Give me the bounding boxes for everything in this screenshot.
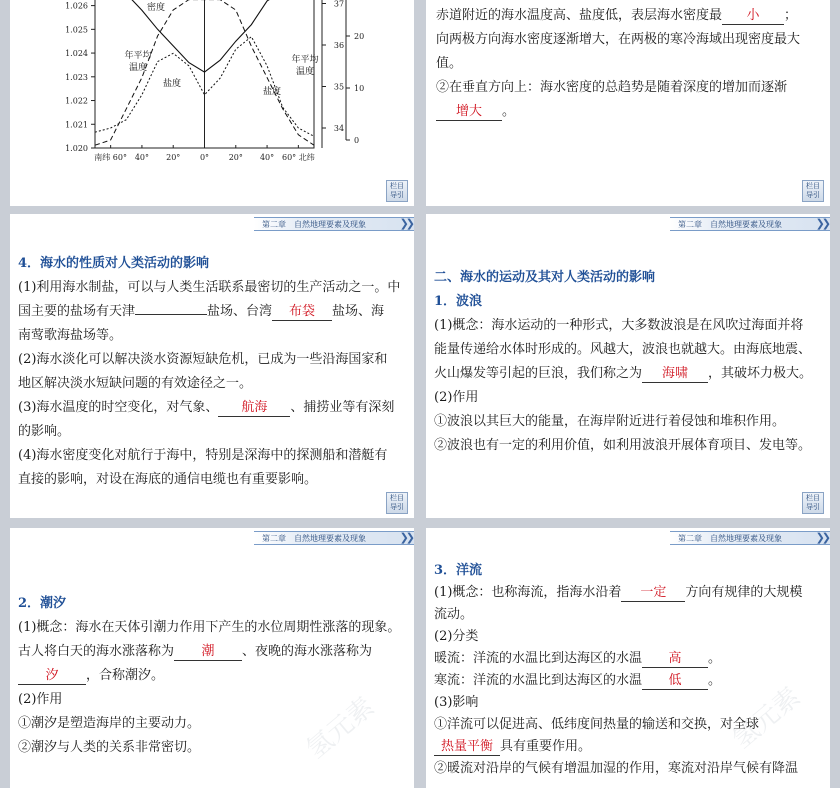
right-tick-label: 0 <box>354 136 360 145</box>
nav-guide-button[interactable]: 栏目 导引 <box>386 180 408 202</box>
chevron-right-icon: ❯❯ <box>399 531 412 544</box>
chevron-right-icon: ❯❯ <box>815 531 828 544</box>
watermark: 氢元素 <box>727 681 807 755</box>
answer-blank: 热量平衡 <box>434 739 500 756</box>
nav-guide-button[interactable]: 栏目 导引 <box>386 492 408 514</box>
x-tick-label: 60° 北纬 <box>281 153 315 162</box>
temperature-label-left: 温度 <box>128 63 148 73</box>
right-tick-label: 36 <box>333 41 345 50</box>
answer-blank: 布袋 <box>272 304 332 321</box>
right-tick-label: 35 <box>333 82 345 92</box>
tides-text: 2．潮汐 (1)概念：海水在天体引潮力作用下产生的水位周期性涨落的现象。 古人将白天的海水涨落称为 潮 、夜晚的海水涨落称为 汐 ，合称潮汐。 (2)作用 ①潮汐是塑造海岸的主要动力。 ②潮汐与人类的关系非常密切。 <box>18 592 412 760</box>
chapter-ribbon: 第二章 自然地理要素及现象 ❯❯ <box>254 217 414 231</box>
right-tick-label: 34 <box>333 124 345 133</box>
nav-guide-button[interactable]: 栏目 导引 <box>802 492 824 514</box>
slide-ocean-currents <box>426 528 830 788</box>
left-tick-label: 1.026 <box>65 1 88 11</box>
chevron-right-icon: ❯❯ <box>399 217 412 230</box>
density-temperature-salinity-chart <box>10 0 414 206</box>
density-text: 赤道附近的海水温度高、盐度低，表层海水密度最 小 ； 向两极方向海水密度逐渐增大，在两极的寒冷海域出现密度最大 值。 ②在垂直方向上：海水密度的总趋势是随着深度的增加而逐渐 增大 。 <box>436 8 801 119</box>
x-tick-label: 南纬 60° <box>94 153 128 162</box>
x-tick-label: 0° <box>199 153 210 162</box>
chapter-ribbon: 第二章 自然地理要素及现象 ❯❯ <box>254 531 414 545</box>
slide-waves <box>426 214 830 518</box>
right-tick-label: 37 <box>333 0 345 9</box>
human-activities-text: 4．海水的性质对人类活动的影响 (1)利用海水制盐，可以与人类生活联系最密切的生产活动之一。中 国主要的盐场有天津 盐场、台湾 布袋 盐场、海 南莺歌海盐场等。 (2)海水淡化可以解决淡水资源短缺危机，已成为一些沿海国家和 地区解决淡水短缺问题的有效途径之一。 (3)海水温度的时空变化，对气象、 航海 、捕捞业等有深刻 的影响。 (4)海水密度变化对航行于海中，特别是深海中的探测船和潜艇有 直接的影响，对设在海底的通信电缆也有重要影响。 <box>18 252 412 492</box>
salinity-label-right: 盐度 <box>262 87 282 97</box>
left-tick-label: 1.021 <box>65 120 88 130</box>
temperature-label-right: 温度 <box>295 67 315 77</box>
x-tick-label: 20° <box>228 153 243 162</box>
salinity-label-left: 盐度 <box>162 79 182 89</box>
temperature-label-left: 年平均 <box>124 51 152 61</box>
left-tick-label: 1.024 <box>65 49 88 59</box>
chevron-right-icon: ❯❯ <box>815 217 828 230</box>
left-tick-label: 1.022 <box>65 96 88 106</box>
answer-blank: 一定 <box>621 585 685 602</box>
right-tick-label: 10 <box>354 84 365 93</box>
slide-density-chart <box>10 0 414 206</box>
right-tick-label: 20 <box>354 32 365 41</box>
answer-blank: 潮 <box>174 644 242 661</box>
temperature-label-right: 年平均 <box>291 55 319 65</box>
left-tick-label: 1.020 <box>65 144 88 153</box>
answer-blank: 增大 <box>436 104 502 121</box>
answer-blank: 高 <box>642 651 708 668</box>
section-heading: 4．海水的性质对人类活动的影响 <box>18 256 210 271</box>
left-tick-label: 1.023 <box>65 72 88 82</box>
answer-blank: 航海 <box>218 400 290 417</box>
chapter-ribbon: 第二章 自然地理要素及现象 ❯❯ <box>670 217 830 231</box>
x-tick-label: 40° <box>259 153 275 162</box>
density-label: 密度 <box>146 3 166 13</box>
watermark: 氢元素 <box>301 691 381 765</box>
section-heading: 二、海水的运动及其对人类活动的影响 <box>434 270 656 285</box>
x-tick-label: 20° <box>166 153 181 162</box>
waves-text: 二、海水的运动及其对人类活动的影响 1．波浪 (1)概念：海水运动的一种形式，大多数波浪是在风吹过海面并将 能量传递给水体时形成的。风越大，波浪也就越大。由海底地震、 火山爆发等引起的巨浪，我们称之为 海啸 ，其破坏力极大。 (2)作用 ①波浪以其巨大的能量，在海岸附近进行着侵蚀和堆积作用。 ②波浪也有一定的利用价值，如利用波浪开展体育项目、发电等。 <box>434 266 828 458</box>
slide-tides <box>10 528 414 788</box>
nav-guide-button[interactable]: 栏目 导引 <box>802 180 824 202</box>
slide-density-distribution <box>426 0 830 206</box>
answer-blank <box>135 314 207 315</box>
subsection-heading: 1．波浪 <box>434 294 483 309</box>
chapter-ribbon: 第二章 自然地理要素及现象 ❯❯ <box>670 531 830 545</box>
answer-blank: 汐 <box>18 668 86 685</box>
answer-blank: 低 <box>642 673 708 690</box>
left-tick-label: 1.025 <box>65 25 88 35</box>
answer-blank: 海啸 <box>642 366 708 383</box>
section-heading: 3．洋流 <box>434 563 483 578</box>
answer-blank: 小 <box>722 8 784 25</box>
section-heading: 2．潮汐 <box>18 596 67 611</box>
x-tick-label: 40° <box>134 153 150 162</box>
slide-human-activities <box>10 214 414 518</box>
currents-text: 3．洋流 (1)概念：也称海流，指海水沿着 一定 方向有规律的大规模 流动。 (2)分类 暖流：洋流的水温比到达海区的水温 高 。 寒流：洋流的水温比到达海区的水温 低 。 (3)影响 ①洋流可以促进高、低纬度间热量的输送和交换，对全球 热量平衡 具有重要作用。 ②暖流对沿岸的气候有增温加湿的作用，寒流对沿岸气候有降温 <box>434 560 828 780</box>
